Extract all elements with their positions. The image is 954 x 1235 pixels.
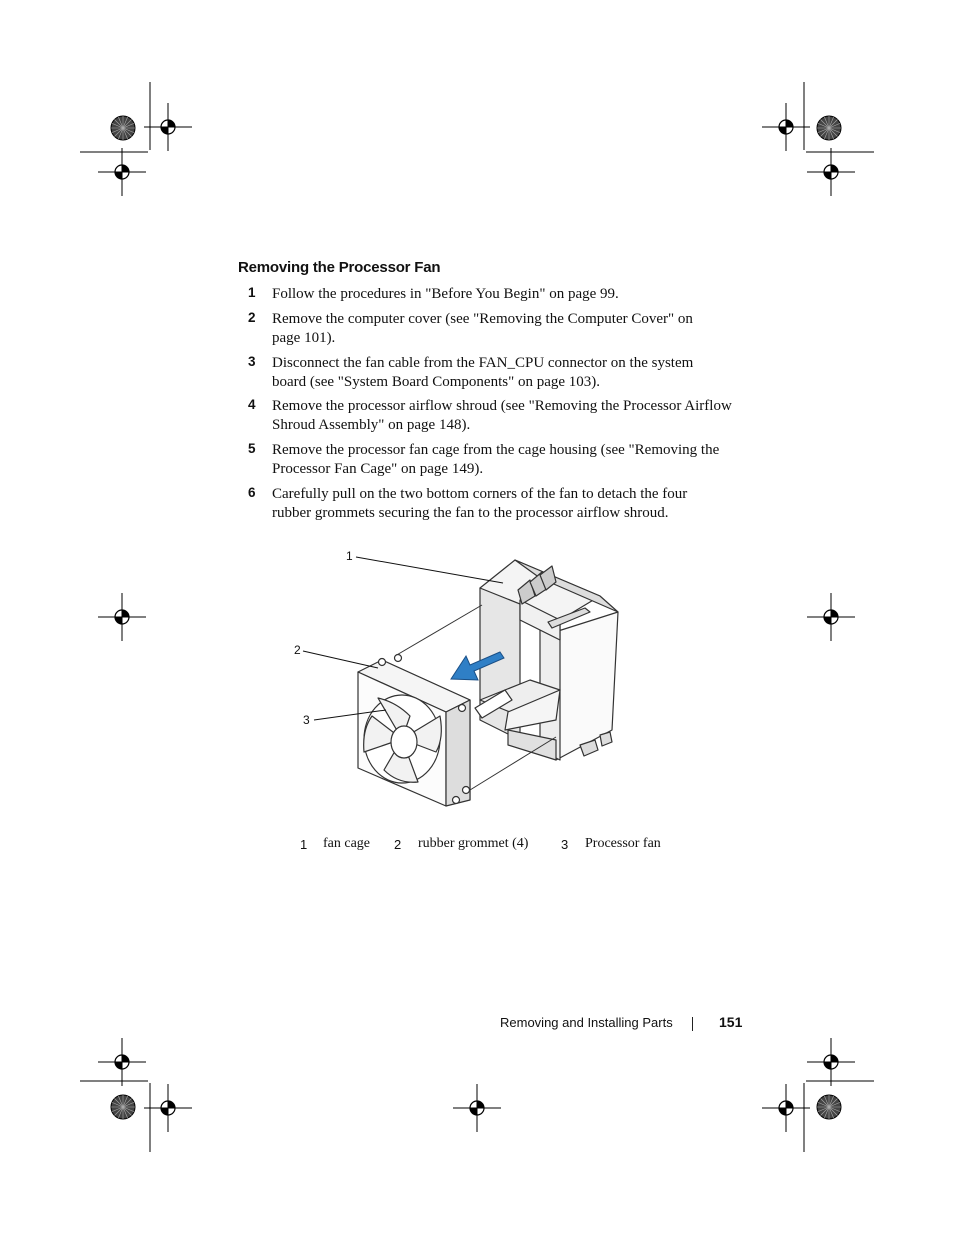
registration-wheel-icon xyxy=(111,1095,135,1119)
step-text-line: Follow the procedures in "Before You Begin" on page 99. xyxy=(272,286,619,302)
step-text xyxy=(272,285,742,304)
step-text xyxy=(272,310,742,348)
legend-number: 3 xyxy=(561,837,569,852)
footer-section-name: Removing and Installing Parts xyxy=(500,1015,673,1030)
step-text-line: Processor Fan Cage" on page 149). xyxy=(272,461,484,477)
step-number: 5 xyxy=(248,441,256,456)
legend-label: Processor fan xyxy=(585,836,661,851)
footer-divider xyxy=(692,1017,693,1031)
registration-wheel-icon xyxy=(111,116,135,140)
crosshair-icon xyxy=(98,148,146,196)
step-text-line: Remove the computer cover (see "Removing the Computer Cover" on xyxy=(272,311,693,327)
step-number: 1 xyxy=(248,285,256,300)
step-number: 3 xyxy=(248,354,256,369)
step-text-line: rubber grommets securing the fan to the processor airflow shroud. xyxy=(272,505,669,521)
crosshair-icon xyxy=(144,1084,192,1132)
crosshair-icon xyxy=(98,1038,146,1086)
crosshair-icon xyxy=(807,148,855,196)
crosshair-icon xyxy=(762,103,810,151)
crosshair-icon xyxy=(144,103,192,151)
crosshair-icon xyxy=(453,1084,501,1132)
legend-number: 1 xyxy=(300,837,308,852)
legend-label: rubber grommet (4) xyxy=(418,836,529,851)
step-text-line: Disconnect the fan cable from the FAN_CPU connector on the system xyxy=(272,355,694,371)
step-text-line: page 101). xyxy=(272,330,336,346)
step-text-line: Carefully pull on the two bottom corners of the fan to detach the four xyxy=(272,486,688,502)
registration-wheel-icon xyxy=(817,1095,841,1119)
step-text xyxy=(272,441,742,479)
crosshair-icon xyxy=(807,593,855,641)
step-text-line: Remove the processor airflow shroud (see "Removing the Processor Airflow xyxy=(272,398,732,414)
step-number: 6 xyxy=(248,485,256,500)
section-heading: Removing the Processor Fan xyxy=(238,259,441,276)
step-text-line: Remove the processor fan cage from the cage housing (see "Removing the xyxy=(272,442,720,458)
step-text xyxy=(272,354,742,392)
callout-1: 1 xyxy=(346,549,353,563)
callout-2: 2 xyxy=(294,643,301,657)
step-text xyxy=(272,397,742,435)
page-number: 151 xyxy=(719,1014,743,1030)
step-number: 4 xyxy=(248,397,256,412)
crosshair-icon xyxy=(98,593,146,641)
crosshair-icon xyxy=(807,1038,855,1086)
step-text-line: board (see "System Board Components" on page 103). xyxy=(272,374,601,390)
legend-label: fan cage xyxy=(323,836,371,851)
legend-number: 2 xyxy=(394,837,402,852)
crosshair-icon xyxy=(762,1084,810,1132)
step-number: 2 xyxy=(248,310,256,325)
registration-wheel-icon xyxy=(817,116,841,140)
step-text xyxy=(272,485,742,523)
step-text-line: Shroud Assembly" on page 148). xyxy=(272,417,471,433)
callout-3: 3 xyxy=(303,713,310,727)
